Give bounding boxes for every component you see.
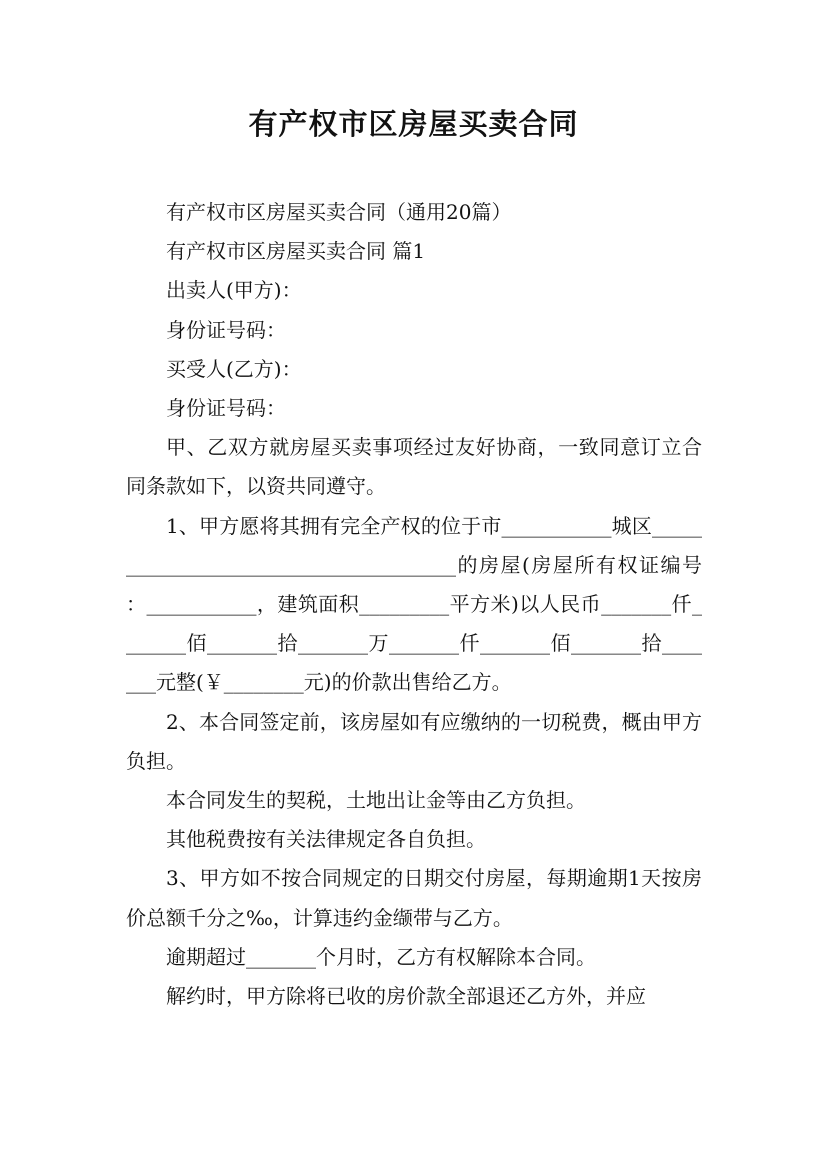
document-body [126, 193, 702, 1016]
paragraph-other-taxes: 其他税费按有关法律规定各自负担。 [166, 827, 486, 852]
paragraph-buyer-id: 身份证号码： [166, 396, 286, 421]
paragraph-seller: 出卖人(甲方)： [166, 278, 302, 303]
paragraph-overdue: 逾期超过_______个月时，乙方有权解除本合同。 [166, 944, 596, 969]
paragraph-buyer: 买受人(乙方)： [166, 356, 302, 381]
paragraph-subtitle: 有产权市区房屋买卖合同（通用20篇） [166, 200, 512, 224]
paragraph-clause-3: 3、甲方如不按合同规定的日期交付房屋，每期逾期1天按房价总额千分之‰，计算违约金缬带与乙方。 [126, 866, 702, 930]
paragraph-clause-1: 1、甲方愿将其拥有完全产权的位于市___________城区______________________________________的房屋(房屋所有权证编号：___________，建筑面积_________平方米)以人民币_______仟_______佰_______拾_______万_______仟_______佰_______拾_______元整(￥________元)的价款出售给乙方。 [126, 513, 702, 695]
paragraph-deed-tax: 本合同发生的契税，土地出让金等由乙方负担。 [166, 788, 586, 813]
document-title: 有产权市区房屋买卖合同 [248, 107, 579, 141]
paragraph-section-heading: 有产权市区房屋买卖合同 篇1 [166, 239, 426, 264]
paragraph-termination: 解约时，甲方除将已收的房价款全部退还乙方外，并应 [166, 984, 646, 1009]
paragraph-preamble: 甲、乙双方就房屋买卖事项经过友好协商，一致同意订立合同条款如下，以资共同遵守。 [126, 435, 702, 499]
paragraph-clause-2: 2、本合同签定前，该房屋如有应缴纳的一切税费，概由甲方负担。 [126, 709, 702, 773]
paragraph-seller-id: 身份证号码： [166, 317, 286, 342]
